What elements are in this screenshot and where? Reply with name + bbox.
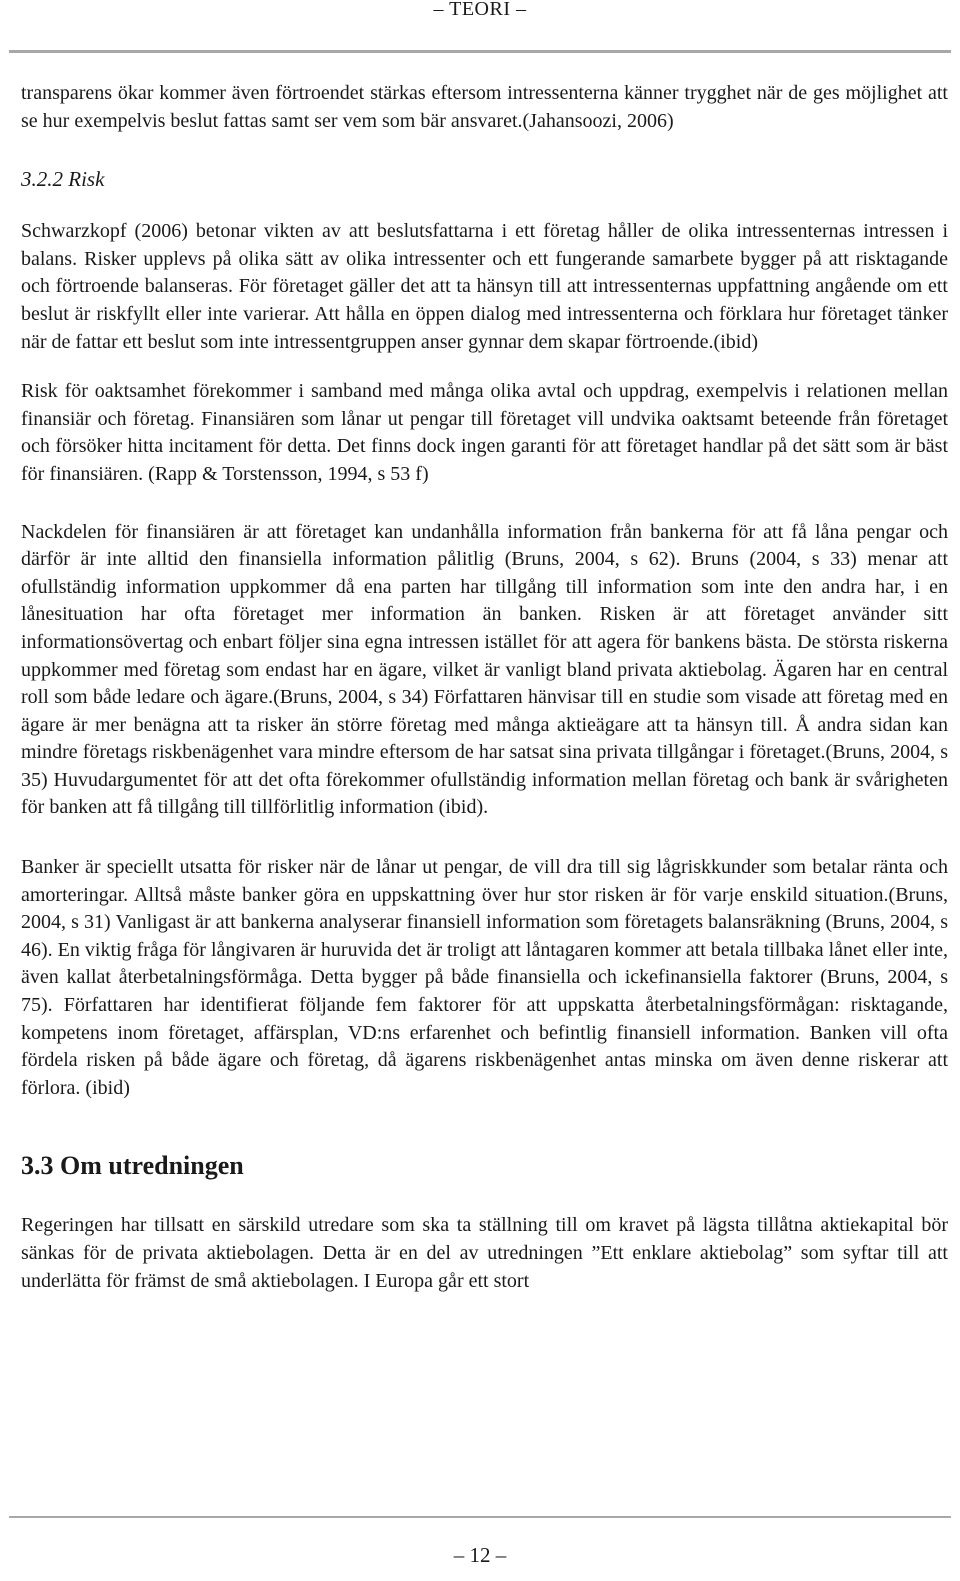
footer-divider [9,1516,951,1518]
running-header: – TEORI – [433,0,527,20]
section-heading: 3.3 Om utredningen [21,1151,244,1181]
paragraph-risk-1: Schwarzkopf (2006) betonar vikten av att beslutsfattarna i ett företag håller de olika intressenternas intressen i balans. Risker upplevs på olika sätt av olika intressenter och ett fungerande samarbete bygger på att risktagande och förtroende balanseras. För företaget gäller det att ta hänsyn till att intressenternas uppfattning angående om ett beslut är riskfyllt eller inte varierar. Att hålla en öppen dialog med intressenterna och förklara hur företaget tänker när de fattar ett beslut som inte intressentgruppen anser gynnar dem skapar förtroende.(ibid) [21,220,948,353]
paragraph-risk-3: Nackdelen för finansiären är att företaget kan undanhålla information från bankerna för att få låna pengar och därför är inte alltid den finansiella information pålitlig (Bruns, 2004, s 62). Bruns (2004, s 33) menar att ofullständig information uppkommer då ena parten har tillgång till information som inte den andra har, i en lånesituation har ofta företaget mer information än banken. Risken är att företaget använder sitt informationsövertag och enbart följer sina egna intressen istället för att agera för bankens bästa. De största riskerna uppkommer med företag som endast har en ägare, vilket är vanligt bland privata aktiebolag. Ägaren har en central roll som både ledare och ägare.(Bruns, 2004, s 34) Författaren hänvisar till en studie som visade att företag med en ägare är mer benägna att ta risker än större företag med många aktieägare att ta hänsyn till. Å andra sidan kan mindre företags riskbenägenhet vara mindre eftersom de har satsat sina privata tillgångar i företaget.(Bruns, 2004, s 35) Huvudargumentet för att det ofta förekommer ofullständig information mellan företag och bank är svårigheten för banken att få tillgång till tillförlitlig information (ibid). [21,520,948,819]
paragraph-risk-2: Risk för oaktsamhet förekommer i samband med många olika avtal och uppdrag, exempelvis i relationen mellan finansiär och företag. Finansiären som lånar ut pengar till företaget vill undvika oaktsamt beteende från företaget och försöker hitta incitament för detta. Det finns dock ingen garanti för att företaget handlar på det sätt som är bäst för finansiären. (Rapp & Torstensson, 1994, s 53 f) [21,380,948,485]
paragraph-intro: transparens ökar kommer även förtroendet stärkas eftersom intressenterna känner trygghet när de ges möjlighet att se hur exempelvis beslut fattas samt ser vem som bär ansvaret.(Jahansoozi, 2006) [21,82,948,132]
subheading-risk: 3.2.2 Risk [21,167,105,192]
paragraph-risk-4: Banker är speciellt utsatta för risker när de lånar ut pengar, de vill dra till sig lågriskkunder som betalar ränta och amorteringar. Alltså måste banker göra en uppskattning över hur stor risken är för varje enskild situation.(Bruns, 2004, s 31) Vanligast är att bankerna analyserar finansiell information som företagets balansräkning (Bruns, 2004, s 46). En viktig fråga för långivaren är huruvida det är troligt att låntagaren kommer att betala tillbaka lånet eller inte, även kallat återbetalningsförmåga. Detta bygger på både finansiella och ickefinansiella faktorer (Bruns, 2004, s 75). Författaren har identifierat följande fem faktorer för att uppskatta återbetalningsförmågan: risktagande, kompetens inom företaget, affärsplan, VD:ns erfarenhet och befintlig finansiell information. Banken vill ofta fördela risken på både ägare och företag, då ägarens riskbenägenhet antas minska om även denne riskerar att förlora. (ibid) [21,856,948,1099]
header-divider [9,50,951,53]
page-body [21,80,948,1295]
paragraph-utredning: Regeringen har tillsatt en särskild utredare som ska ta ställning till om kravet på lägsta tillåtna aktiekapital bör sänkas för de privata aktiebolagen. Detta är en del av utredningen ”Ett enklare aktiebolag” som syftar till att underlätta för främst de små aktiebolagen. I Europa går ett stort [21,1214,948,1292]
page-header [0,0,960,52]
page-number: – 12 – [453,1543,507,1567]
